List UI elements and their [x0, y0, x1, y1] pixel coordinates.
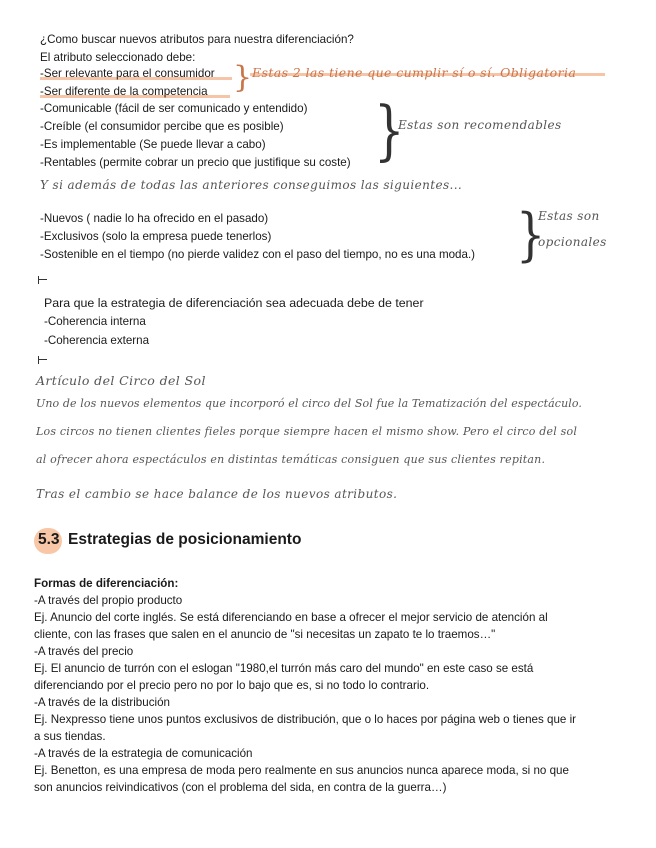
- group2-item: -Rentables (permite cobrar un precio que justifique su coste): [40, 156, 351, 169]
- section-line: a sus tiendas.: [34, 730, 106, 743]
- section-line: son anuncios reivindicativos (con el problema del sida, en contra de la guerra…): [34, 781, 447, 794]
- article-line: Tras el cambio se hace balance de los nuevos atributos.: [36, 487, 398, 501]
- group2-item: -Comunicable (fácil de ser comunicado y entendido): [40, 102, 308, 115]
- group2-item: -Es implementable (Se puede llevar a cabo): [40, 138, 266, 151]
- bullet-mark-icon: [38, 276, 49, 284]
- section-line: -A través de la estrategia de comunicación: [34, 747, 253, 760]
- article-title: Artículo del Circo del Sol: [36, 373, 206, 388]
- section-line: -A través del propio producto: [34, 594, 183, 607]
- section-line: Ej. Anuncio del corte inglés. Se está diferenciando en base a ofrecer el mejor servicio de atención al: [34, 611, 548, 624]
- section-title: Estrategias de posicionamiento: [68, 531, 302, 548]
- handwritten-note: Estas 2 las tiene que cumplir sí o sí. Obligatoria: [252, 65, 577, 80]
- brace-icon: }: [233, 60, 253, 95]
- section-subtitle: Formas de diferenciación:: [34, 577, 179, 590]
- group2-item: -Creíble (el consumidor percibe que es posible): [40, 120, 284, 133]
- brace-icon: }: [374, 93, 405, 169]
- group3-item: -Exclusivos (solo la empresa puede tenerlos): [40, 230, 272, 243]
- coherence-item: -Coherencia interna: [44, 315, 146, 328]
- handwritten-note: opcionales: [538, 235, 607, 249]
- article-line: al ofrecer ahora espectáculos en distintas temáticas consiguen que sus clientes repitan.: [36, 453, 546, 466]
- group3-item: -Nuevos ( nadie lo ha ofrecido en el pasado): [40, 212, 269, 225]
- article-line: Los circos no tienen clientes fieles porque siempre hacen el mismo show. Pero el circo del sol: [36, 425, 578, 438]
- section-line: Ej. El anuncio de turrón con el eslogan "1980,el turrón más caro del mundo" en este caso se está: [34, 662, 534, 675]
- section-number: 5.3: [38, 531, 60, 548]
- question-line: ¿Como buscar nuevos atributos para nuestra diferenciación?: [40, 33, 354, 46]
- group1-item: -Ser relevante para el consumidor: [40, 67, 215, 80]
- coherence-intro: Para que la estrategia de diferenciación sea adecuada debe de tener: [44, 296, 424, 310]
- bullet-mark-icon: [38, 356, 49, 364]
- coherence-item: -Coherencia externa: [44, 334, 150, 347]
- handwritten-note: Estas son recomendables: [398, 118, 562, 132]
- intro-line: El atributo seleccionado debe:: [40, 51, 196, 64]
- handwritten-note: Estas son: [538, 209, 600, 223]
- section-line: Ej. Nexpresso tiene unos puntos exclusivos de distribución, que o lo haces por página web o tienes que ir: [34, 713, 577, 726]
- section-line: cliente, con las frases que salen en el anuncio de "si necesitas un zapato te lo traemos…": [34, 628, 496, 641]
- section-line: diferenciando por el precio pero no por lo bajo que es, si no todo lo contrario.: [34, 679, 430, 692]
- section-line: -A través del precio: [34, 645, 134, 658]
- group1-item: -Ser diferente de la competencia: [40, 85, 208, 98]
- brace-icon: }: [516, 200, 546, 268]
- article-line: Uno de los nuevos elementos que incorporó el circo del Sol fue la Tematización del espectáculo.: [36, 397, 582, 410]
- section-line: -A través de la distribución: [34, 696, 170, 709]
- group3-item: -Sostenible en el tiempo (no pierde validez con el paso del tiempo, no es una moda.): [40, 248, 476, 261]
- handwritten-note: Y si además de todas las anteriores conseguimos las siguientes...: [40, 178, 463, 192]
- section-line: Ej. Benetton, es una empresa de moda pero realmente en sus anuncios nunca aparece moda, si no que: [34, 764, 569, 777]
